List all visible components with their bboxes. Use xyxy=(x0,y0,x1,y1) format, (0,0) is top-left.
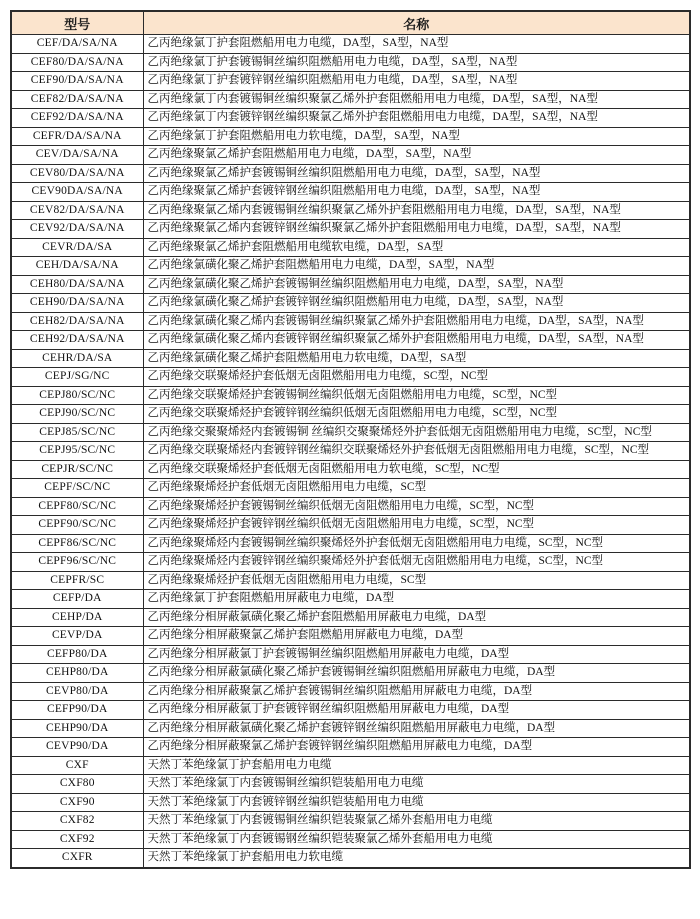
name-cell: 乙丙绝缘氯丁内套镀锡铜丝编织聚氯乙烯外护套阻燃船用电力电缆，DA型，SA型，NA型 xyxy=(143,90,690,109)
table-row xyxy=(11,275,690,294)
table-row xyxy=(11,516,690,535)
table-row xyxy=(11,423,690,442)
table-row xyxy=(11,719,690,738)
table-row xyxy=(11,627,690,646)
name-cell: 乙丙绝缘氯磺化聚乙烯内套镀锌钢丝编织聚氯乙烯外护套阻燃船用电力电缆，DA型，SA型，NA型 xyxy=(143,331,690,350)
table-row xyxy=(11,53,690,72)
model-cell: CEV80/DA/SA/NA xyxy=(11,164,143,183)
header-row xyxy=(11,11,690,35)
name-cell: 天然丁苯绝缘氯丁护套船用电力电缆 xyxy=(143,756,690,775)
model-cell: CXF xyxy=(11,756,143,775)
name-cell: 天然丁苯绝缘氯丁护套船用电力软电缆 xyxy=(143,849,690,868)
model-cell: CEH80/DA/SA/NA xyxy=(11,275,143,294)
table-row xyxy=(11,682,690,701)
model-cell: CEF92/DA/SA/NA xyxy=(11,109,143,128)
model-cell: CEF82/DA/SA/NA xyxy=(11,90,143,109)
table-row xyxy=(11,201,690,220)
table-row xyxy=(11,35,690,54)
name-cell: 乙丙绝缘氯磺化聚乙烯内套镀锡铜丝编织聚氯乙烯外护套阻燃船用电力电缆，DA型，SA型，NA型 xyxy=(143,312,690,331)
name-cell: 乙丙绝缘交联聚烯烃护套低烟无卤阻燃船用电力电缆，SC型，NC型 xyxy=(143,368,690,387)
table-row xyxy=(11,571,690,590)
table-row xyxy=(11,497,690,516)
model-cell: CEHR/DA/SA xyxy=(11,349,143,368)
model-cell: CEF80/DA/SA/NA xyxy=(11,53,143,72)
table-row xyxy=(11,257,690,276)
model-cell: CEFP90/DA xyxy=(11,701,143,720)
table-row xyxy=(11,312,690,331)
model-cell: CEHP80/DA xyxy=(11,664,143,683)
name-cell: 乙丙绝缘聚烯烃护套低烟无卤阻燃船用电力电缆，SC型 xyxy=(143,479,690,498)
table-row xyxy=(11,183,690,202)
name-cell: 乙丙绝缘交联聚烯烃护套低烟无卤阻燃船用电力软电缆，SC型，NC型 xyxy=(143,460,690,479)
table-row xyxy=(11,220,690,239)
name-cell: 乙丙绝缘氯丁内套镀锌钢丝编织聚氯乙烯外护套阻燃船用电力电缆，DA型，SA型，NA型 xyxy=(143,109,690,128)
name-cell: 天然丁苯绝缘氯丁内套镀锡钢丝编织铠装聚氯乙烯外套船用电力电缆 xyxy=(143,830,690,849)
table-row xyxy=(11,164,690,183)
model-cell: CEV92/DA/SA/NA xyxy=(11,220,143,239)
model-cell: CXF82 xyxy=(11,812,143,831)
name-cell: 乙丙绝缘聚氯乙烯护套阻燃船用电力电缆，DA型，SA型，NA型 xyxy=(143,146,690,165)
model-cell: CEF90/DA/SA/NA xyxy=(11,72,143,91)
table-row xyxy=(11,534,690,553)
table-row xyxy=(11,830,690,849)
model-cell: CEPJ90/SC/NC xyxy=(11,405,143,424)
model-cell: CEVP90/DA xyxy=(11,738,143,757)
name-cell: 乙丙绝缘交联聚烯烃内套镀锌钢丝编织交联聚烯烃外护套低烟无卤阻燃船用电力电缆，SC型，NC型 xyxy=(143,442,690,461)
name-cell: 乙丙绝缘氯磺化聚乙烯护套阻燃船用电力电缆，DA型，SA型，NA型 xyxy=(143,257,690,276)
name-cell: 乙丙绝缘分相屏蔽氯丁护套镀锌钢丝编织阻燃船用屏蔽电力电缆，DA型 xyxy=(143,701,690,720)
name-cell: 乙丙绝缘氯磺化聚乙烯护套阻燃船用电力软电缆，DA型，SA型 xyxy=(143,349,690,368)
model-cell: CEPF96/SC/NC xyxy=(11,553,143,572)
header-name: 名称 xyxy=(143,11,690,35)
model-cell: CEH82/DA/SA/NA xyxy=(11,312,143,331)
table-row xyxy=(11,756,690,775)
table-body xyxy=(11,35,690,868)
model-cell: CEHP90/DA xyxy=(11,719,143,738)
table-row xyxy=(11,146,690,165)
table-row xyxy=(11,701,690,720)
table-row xyxy=(11,849,690,868)
table-row xyxy=(11,460,690,479)
name-cell: 乙丙绝缘氯丁护套阻燃船用电力软电缆，DA型，SA型，NA型 xyxy=(143,127,690,146)
table-row xyxy=(11,738,690,757)
name-cell: 乙丙绝缘分相屏蔽聚氯乙烯护套镀锡铜丝编织阻燃船用屏蔽电力电缆，DA型 xyxy=(143,682,690,701)
model-cell: CEPF/SC/NC xyxy=(11,479,143,498)
header-model: 型号 xyxy=(11,11,143,35)
model-cell: CEH90/DA/SA/NA xyxy=(11,294,143,313)
model-cell: CEV90DA/SA/NA xyxy=(11,183,143,202)
name-cell: 乙丙绝缘氯丁护套阻燃船用电力电缆，DA型，SA型，NA型 xyxy=(143,35,690,54)
name-cell: 乙丙绝缘聚氯乙烯护套镀锡铜丝编织阻燃船用电力电缆，DA型，SA型，NA型 xyxy=(143,164,690,183)
name-cell: 天然丁苯绝缘氯丁内套镀锡铜丝编织铠装聚氯乙烯外套船用电力电缆 xyxy=(143,812,690,831)
name-cell: 乙丙绝缘分相屏蔽氯磺化聚乙烯护套阻燃船用屏蔽电力电缆，DA型 xyxy=(143,608,690,627)
name-cell: 乙丙绝缘交聚聚烯烃内套镀锡铜 丝编织交聚聚烯烃外护套低烟无卤阻燃船用电力电缆，SC型，NC型 xyxy=(143,423,690,442)
name-cell: 乙丙绝缘分相屏蔽聚氯乙烯护套阻燃船用屏蔽电力电缆，DA型 xyxy=(143,627,690,646)
model-cell: CEPJ95/SC/NC xyxy=(11,442,143,461)
model-cell: CEFR/DA/SA/NA xyxy=(11,127,143,146)
model-cell: CXF90 xyxy=(11,793,143,812)
table-row xyxy=(11,331,690,350)
cable-model-table xyxy=(10,10,691,869)
table-row xyxy=(11,553,690,572)
model-cell: CEH/DA/SA/NA xyxy=(11,257,143,276)
name-cell: 乙丙绝缘聚氯乙烯护套阻燃船用电缆软电缆，DA型，SA型 xyxy=(143,238,690,257)
table-row xyxy=(11,386,690,405)
model-cell: CEPF80/SC/NC xyxy=(11,497,143,516)
model-cell: CEPF86/SC/NC xyxy=(11,534,143,553)
name-cell: 乙丙绝缘聚烯烃内套镀锌钢丝编织聚烯烃外护套低烟无卤阻燃船用电力电缆，SC型，NC型 xyxy=(143,553,690,572)
table-row xyxy=(11,664,690,683)
model-cell: CXFR xyxy=(11,849,143,868)
table-row xyxy=(11,72,690,91)
model-cell: CEPJ80/SC/NC xyxy=(11,386,143,405)
table-row xyxy=(11,405,690,424)
name-cell: 乙丙绝缘分相屏蔽氯磺化聚乙烯护套镀锌钢丝编织阻燃船用屏蔽电力电缆，DA型 xyxy=(143,719,690,738)
model-cell: CEV/DA/SA/NA xyxy=(11,146,143,165)
name-cell: 乙丙绝缘交联聚烯烃护套镀锡铜丝编织低烟无卤阻燃船用电力电缆，SC型，NC型 xyxy=(143,386,690,405)
table-row xyxy=(11,238,690,257)
model-cell: CEVR/DA/SA xyxy=(11,238,143,257)
table-row xyxy=(11,793,690,812)
name-cell: 天然丁苯绝缘氯丁内套镀锡铜丝编织铠装船用电力电缆 xyxy=(143,775,690,794)
model-cell: CXF80 xyxy=(11,775,143,794)
name-cell: 乙丙绝缘分相屏蔽聚氯乙烯护套镀锌钢丝编织阻燃船用屏蔽电力电缆，DA型 xyxy=(143,738,690,757)
model-cell: CEHP/DA xyxy=(11,608,143,627)
name-cell: 乙丙绝缘聚烯烃护套低烟无卤阻燃船用电力电缆，SC型 xyxy=(143,571,690,590)
table-row xyxy=(11,645,690,664)
name-cell: 乙丙绝缘氯丁护套阻燃船用屏蔽电力电缆，DA型 xyxy=(143,590,690,609)
name-cell: 乙丙绝缘聚氯乙烯护套镀锌钢丝编织阻燃船用电力电缆，DA型，SA型，NA型 xyxy=(143,183,690,202)
table-row xyxy=(11,775,690,794)
model-cell: CEPF90/SC/NC xyxy=(11,516,143,535)
name-cell: 乙丙绝缘交联聚烯烃护套镀锌钢丝编织低烟无卤阻燃船用电力电缆，SC型，NC型 xyxy=(143,405,690,424)
model-cell: CEFP/DA xyxy=(11,590,143,609)
name-cell: 乙丙绝缘氯磺化聚乙烯护套镀锌钢丝编织阻燃船用电力电缆，DA型，SA型，NA型 xyxy=(143,294,690,313)
name-cell: 天然丁苯绝缘氯丁内套镀锌钢丝编织铠装船用电力电缆 xyxy=(143,793,690,812)
table-row xyxy=(11,294,690,313)
table-row xyxy=(11,127,690,146)
model-cell: CEPJR/SC/NC xyxy=(11,460,143,479)
name-cell: 乙丙绝缘聚氯乙烯内套镀锡铜丝编织聚氯乙烯外护套阻燃船用电力电缆，DA型，SA型，NA型 xyxy=(143,201,690,220)
model-cell: CEPJ85/SC/NC xyxy=(11,423,143,442)
table-row xyxy=(11,90,690,109)
model-cell: CEH92/DA/SA/NA xyxy=(11,331,143,350)
model-cell: CEPFR/SC xyxy=(11,571,143,590)
table-row xyxy=(11,608,690,627)
table-header xyxy=(11,11,690,35)
name-cell: 乙丙绝缘聚氯乙烯内套镀锌钢丝编织聚氯乙烯外护套阻燃船用电力电缆，DA型，SA型，NA型 xyxy=(143,220,690,239)
model-cell: CEF/DA/SA/NA xyxy=(11,35,143,54)
model-cell: CXF92 xyxy=(11,830,143,849)
name-cell: 乙丙绝缘聚烯烃护套镀锌钢丝编织低烟无卤阻燃船用电力电缆，SC型，NC型 xyxy=(143,516,690,535)
table-row xyxy=(11,442,690,461)
table-row xyxy=(11,109,690,128)
table-row xyxy=(11,368,690,387)
name-cell: 乙丙绝缘聚烯烃内套镀锡铜丝编织聚烯烃外护套低烟无卤阻燃船用电力电缆，SC型，NC型 xyxy=(143,534,690,553)
table-row xyxy=(11,812,690,831)
table-row xyxy=(11,349,690,368)
model-cell: CEV82/DA/SA/NA xyxy=(11,201,143,220)
model-cell: CEVP80/DA xyxy=(11,682,143,701)
model-cell: CEVP/DA xyxy=(11,627,143,646)
name-cell: 乙丙绝缘氯丁护套镀锌钢丝编织阻燃船用电力电缆，DA型，SA型，NA型 xyxy=(143,72,690,91)
table-row xyxy=(11,479,690,498)
name-cell: 乙丙绝缘氯丁护套镀锡铜丝编织阻燃船用电力电缆，DA型，SA型，NA型 xyxy=(143,53,690,72)
name-cell: 乙丙绝缘分相屏蔽氯丁护套镀锡铜丝编织阻燃船用屏蔽电力电缆，DA型 xyxy=(143,645,690,664)
model-cell: CEFP80/DA xyxy=(11,645,143,664)
name-cell: 乙丙绝缘聚烯烃护套镀锡铜丝编织低烟无卤阻燃船用电力电缆，SC型，NC型 xyxy=(143,497,690,516)
table-row xyxy=(11,590,690,609)
name-cell: 乙丙绝缘分相屏蔽氯磺化聚乙烯护套镀锡铜丝编织阻燃船用屏蔽电力电缆，DA型 xyxy=(143,664,690,683)
name-cell: 乙丙绝缘氯磺化聚乙烯护套镀锡铜丝编织阻燃船用电力电缆，DA型，SA型，NA型 xyxy=(143,275,690,294)
model-cell: CEPJ/SG/NC xyxy=(11,368,143,387)
